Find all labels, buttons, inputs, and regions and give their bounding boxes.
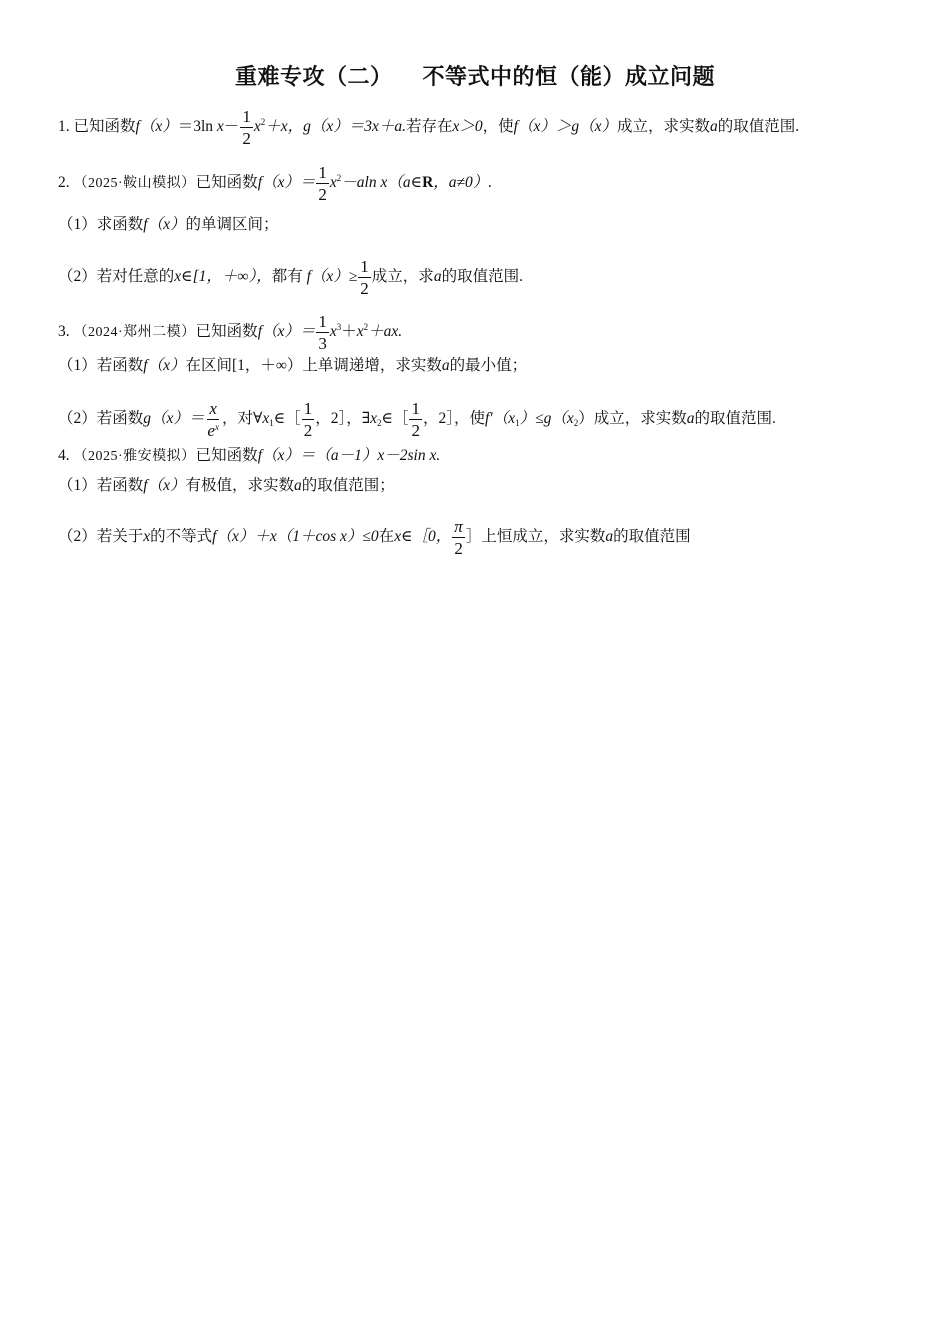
q1-fraction: $\frac{1}{2}$ — [242, 107, 251, 148]
q4-source: （2025·雅安模拟） — [73, 449, 196, 464]
question-4-part-1: （1）若函数f（x）有极值，求实数a的取值范围； — [58, 477, 395, 494]
question-4: 4. （2025·雅安模拟）已知函数f（x）＝（a－1）x－2sin x. — [58, 447, 441, 464]
q3-number: 3. — [58, 323, 70, 341]
question-2-part-2: （2）若对任意的x∈[1，＋∞），都有 f（x）≥ $\frac{1}{2}$ 成立，求a的取值范围. — [58, 257, 523, 298]
title-part1: 重难专攻（二） — [234, 65, 393, 90]
q1-fx: （x） — [139, 118, 178, 136]
q3-g-fraction: $\frac{x}{e^x}$ — [207, 399, 219, 440]
q1-ineq: f（x）＞g（x） — [513, 118, 617, 136]
q1-exist: 若存在 — [406, 118, 453, 136]
q2-number: 2. — [58, 174, 70, 192]
q2-fraction: $\frac{1}{2}$ — [318, 163, 327, 204]
q2-source: （2025·鞍山模拟） — [73, 176, 196, 192]
question-2: 2. （2025·鞍山模拟）已知函数f（x）＝ $\frac{1}{2}$ $x^2-aln$ x（a∈R，a≠0）. — [58, 163, 493, 204]
q1-f: f — [135, 118, 140, 136]
question-2-part-1: （1）求函数f（x）的单调区间； — [58, 216, 279, 233]
q4-number: 4. — [58, 447, 70, 464]
q2-p2-fraction: $\frac{1}{2}$ — [360, 257, 369, 298]
title-part2: 不等式中的恒（能）成立问题 — [422, 65, 716, 90]
q4-pi-fraction: $\frac{\pi}{2}$ — [454, 517, 463, 558]
question-3: 3. （2024·郑州二模）已知函数f（x）＝ $\frac{1}{3}$ $x^3+x^2+ax$. — [58, 312, 403, 353]
q1-x2: x — [253, 118, 261, 136]
q1-number: 1. — [58, 118, 70, 136]
question-1: 1. 已知函数f（x）＝3ln x－ $\frac{1}{2}$ $x^2+x$，g（x）＝3x＋a.若存在x＞0，使f（x）＞g（x）成立，求实数a的取值范围. — [58, 107, 800, 148]
question-3-part-2: （2）若函数g（x）＝ $\frac{x}{e^x}$ ，对$\forall x_1\in[$ $\frac{1}{2}$ ，2］，$\exists x_2\in[$ $\frac{1}{2}$ ，2］，使$f'(x_1)\le g(x_2)$成立，求实数a的取值范围. — [58, 399, 776, 440]
q1-lead: 已知函数 — [73, 118, 136, 136]
q3-fraction: $\frac{1}{3}$ — [318, 312, 327, 353]
q3-half-2: $\frac{1}{2}$ — [411, 399, 420, 440]
question-3-part-1: （1）若函数f（x）在区间[1，＋∞）上单调递增，求实数a的最小值； — [58, 357, 528, 374]
q1-g: g — [303, 118, 311, 136]
q1-minus: － — [223, 118, 240, 136]
q1-cond: x＞0 — [452, 118, 483, 136]
page-title — [0, 60, 950, 91]
q1-plus-x: ＋x， — [265, 118, 304, 136]
q3-source: （2024·郑州二模） — [73, 325, 196, 341]
question-4-part-2: （2）若关于x的不等式f（x）＋x（1＋cos x）≤0在x∈［0， $\frac{\pi}{2}$ ］上恒成立，求实数a的取值范围 — [58, 517, 691, 558]
q3-half-1: $\frac{1}{2}$ — [303, 399, 313, 440]
q1-eq: ＝3ln — [177, 118, 214, 136]
q1-g-def: ＝3x＋a. — [348, 118, 406, 136]
q1-x: x — [216, 118, 224, 136]
